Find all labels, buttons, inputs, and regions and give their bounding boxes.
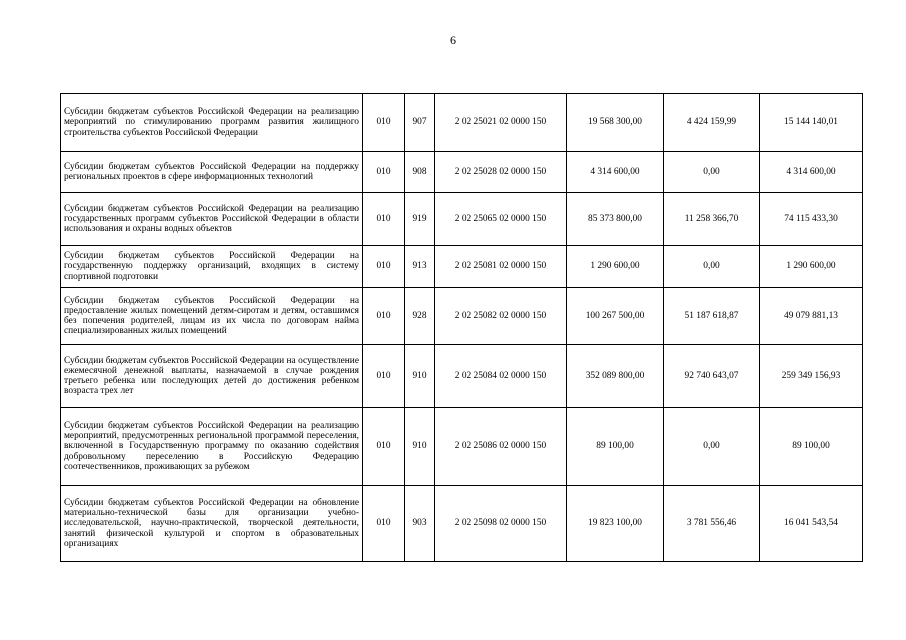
table-row	[61, 486, 863, 562]
row-description: Субсидии бюджетам субъектов Российской Федерации на обновление материально-технической базы для организации учебно-исследовательской, научно-практической, творческой деятельности, занятий физической культурой и спортом в образовательных организациях	[61, 486, 363, 562]
row-code1: 010	[363, 94, 405, 152]
table-row	[61, 408, 863, 486]
table-row	[61, 94, 863, 152]
row-amount1: 100 267 500,00	[567, 288, 664, 345]
row-amount3: 16 041 543,54	[760, 486, 863, 562]
row-code2: 908	[405, 152, 435, 193]
row-amount1: 352 089 800,00	[567, 345, 664, 408]
row-description: Субсидии бюджетам субъектов Российской Федерации на реализацию мероприятий по стимулированию программ развития жилищного строительства субъектов Российской Федерации	[61, 94, 363, 152]
row-kbk: 2 02 25028 02 0000 150	[435, 152, 567, 193]
row-amount2: 0,00	[664, 408, 760, 486]
table-row	[61, 345, 863, 408]
row-amount2: 4 424 159,99	[664, 94, 760, 152]
row-kbk: 2 02 25098 02 0000 150	[435, 486, 567, 562]
table-row	[61, 152, 863, 193]
budget-table	[60, 93, 863, 562]
row-code1: 010	[363, 152, 405, 193]
row-code1: 010	[363, 345, 405, 408]
row-code2: 907	[405, 94, 435, 152]
row-code2: 903	[405, 486, 435, 562]
row-amount2: 0,00	[664, 246, 760, 288]
row-description: Субсидии бюджетам субъектов Российской Федерации на поддержку региональных проектов в сфере информационных технологий	[61, 152, 363, 193]
row-amount3: 4 314 600,00	[760, 152, 863, 193]
row-code2: 919	[405, 193, 435, 246]
row-amount2: 51 187 618,87	[664, 288, 760, 345]
row-kbk: 2 02 25082 02 0000 150	[435, 288, 567, 345]
row-code2: 928	[405, 288, 435, 345]
row-code1: 010	[363, 193, 405, 246]
row-amount2: 0,00	[664, 152, 760, 193]
row-amount3: 74 115 433,30	[760, 193, 863, 246]
row-code2: 910	[405, 408, 435, 486]
row-amount1: 19 823 100,00	[567, 486, 664, 562]
row-code1: 010	[363, 288, 405, 345]
row-description: Субсидии бюджетам субъектов Российской Федерации на государственную поддержку организаций, входящих в систему спортивной подготовки	[61, 246, 363, 288]
row-kbk: 2 02 25084 02 0000 150	[435, 345, 567, 408]
row-amount1: 1 290 600,00	[567, 246, 664, 288]
row-amount3: 89 100,00	[760, 408, 863, 486]
row-amount2: 3 781 556,46	[664, 486, 760, 562]
row-amount1: 89 100,00	[567, 408, 664, 486]
row-code2: 913	[405, 246, 435, 288]
row-amount3: 15 144 140,01	[760, 94, 863, 152]
row-description: Субсидии бюджетам субъектов Российской Федерации на предоставление жилых помещений детям-сиротам и детям, оставшимся без попечения родителей, лицам из их числа по договорам найма специализированных жилых помещений	[61, 288, 363, 345]
row-kbk: 2 02 25021 02 0000 150	[435, 94, 567, 152]
page-number: 6	[450, 33, 456, 47]
row-description: Субсидии бюджетам субъектов Российской Федерации на реализацию мероприятий, предусмотренных региональной программой переселения, включенной в Государственную программу по оказанию содействия добровольному переселению в Российскую Федерацию соотечественников, проживающих за рубежом	[61, 408, 363, 486]
row-amount3: 49 079 881,13	[760, 288, 863, 345]
row-code1: 010	[363, 246, 405, 288]
row-amount3: 259 349 156,93	[760, 345, 863, 408]
table-row	[61, 193, 863, 246]
row-code1: 010	[363, 408, 405, 486]
row-amount1: 19 568 300,00	[567, 94, 664, 152]
row-amount1: 4 314 600,00	[567, 152, 664, 193]
row-code1: 010	[363, 486, 405, 562]
row-amount3: 1 290 600,00	[760, 246, 863, 288]
row-kbk: 2 02 25081 02 0000 150	[435, 246, 567, 288]
row-amount2: 92 740 643,07	[664, 345, 760, 408]
row-code2: 910	[405, 345, 435, 408]
row-kbk: 2 02 25065 02 0000 150	[435, 193, 567, 246]
row-kbk: 2 02 25086 02 0000 150	[435, 408, 567, 486]
row-description: Субсидии бюджетам субъектов Российской Федерации на реализацию государственных программ субъектов Российской Федерации в области использования и охраны водных объектов	[61, 193, 363, 246]
row-description: Субсидии бюджетам субъектов Российской Федерации на осуществление ежемесячной денежной выплаты, назначаемой в случае рождения третьего ребенка или последующих детей до достижения ребенком возраста трех лет	[61, 345, 363, 408]
table-row	[61, 246, 863, 288]
table-row	[61, 288, 863, 345]
row-amount2: 11 258 366,70	[664, 193, 760, 246]
row-amount1: 85 373 800,00	[567, 193, 664, 246]
